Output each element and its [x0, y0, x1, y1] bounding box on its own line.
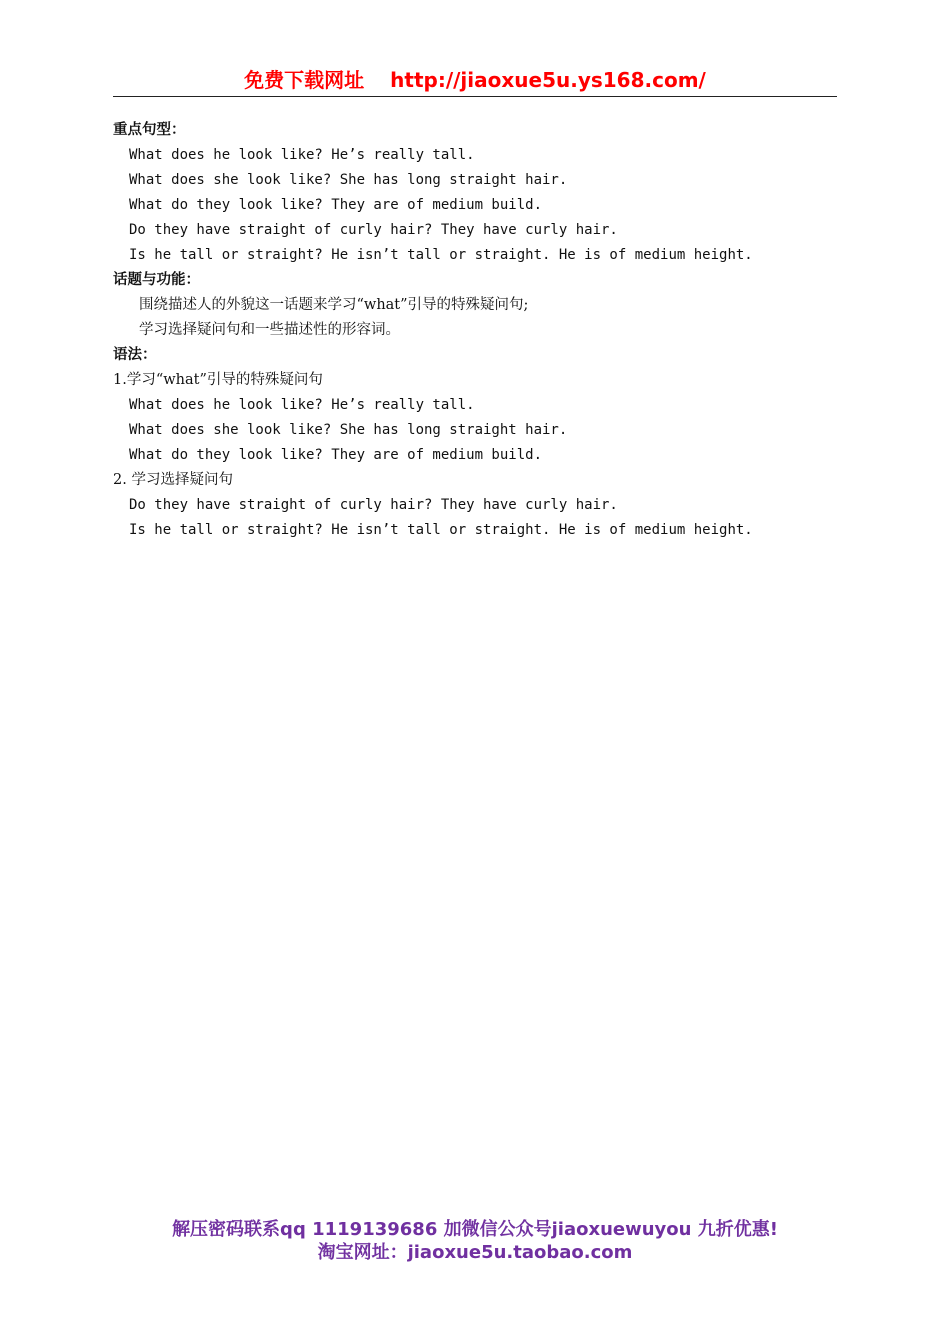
topic-function-line: 围绕描述人的外貌这一话题来学习“what”引导的特殊疑问句;	[139, 297, 529, 313]
page-header	[113, 66, 837, 97]
footer-contact-line: 解压密码联系qq 1119139686 加微信公众号jiaoxuewuyou 九折优惠!	[172, 1219, 778, 1240]
grammar-item-2-title: 2. 学习选择疑问句	[113, 472, 233, 488]
topic-function-line: 学习选择疑问句和一些描述性的形容词。	[139, 322, 400, 338]
grammar-example-line: Is he tall or straight? He isn’t tall or straight. He is of medium height.	[129, 522, 753, 538]
section-heading-grammar: 语法：	[113, 347, 157, 363]
grammar-example-line: What does she look like? She has long straight hair.	[129, 422, 568, 438]
grammar-example-line: What do they look like? They are of medium build.	[129, 447, 543, 463]
header-url-link[interactable]: http://jiaoxue5u.ys168.com/	[390, 68, 706, 92]
footer-shop-link[interactable]: 淘宝网址：jiaoxue5u.taobao.com	[317, 1242, 633, 1263]
key-sentence-line: Is he tall or straight? He isn’t tall or straight. He is of medium height.	[129, 247, 753, 263]
section-heading-topic-function: 话题与功能：	[113, 272, 200, 288]
grammar-example-line: Do they have straight of curly hair? They have curly hair.	[129, 497, 618, 513]
key-sentence-line: What does he look like? He’s really tall.	[129, 147, 475, 163]
grammar-item-1-title: 1.学习“what”引导的特殊疑问句	[113, 372, 323, 388]
document-body	[113, 118, 837, 543]
grammar-example-line: What does he look like? He’s really tall.	[129, 397, 475, 413]
key-sentence-line: Do they have straight of curly hair? They have curly hair.	[129, 222, 618, 238]
key-sentence-line: What does she look like? She has long straight hair.	[129, 172, 568, 188]
header-title: 免费下载网址	[244, 68, 365, 92]
key-sentence-line: What do they look like? They are of medium build.	[129, 197, 543, 213]
section-heading-key-sentences: 重点句型：	[113, 122, 186, 138]
